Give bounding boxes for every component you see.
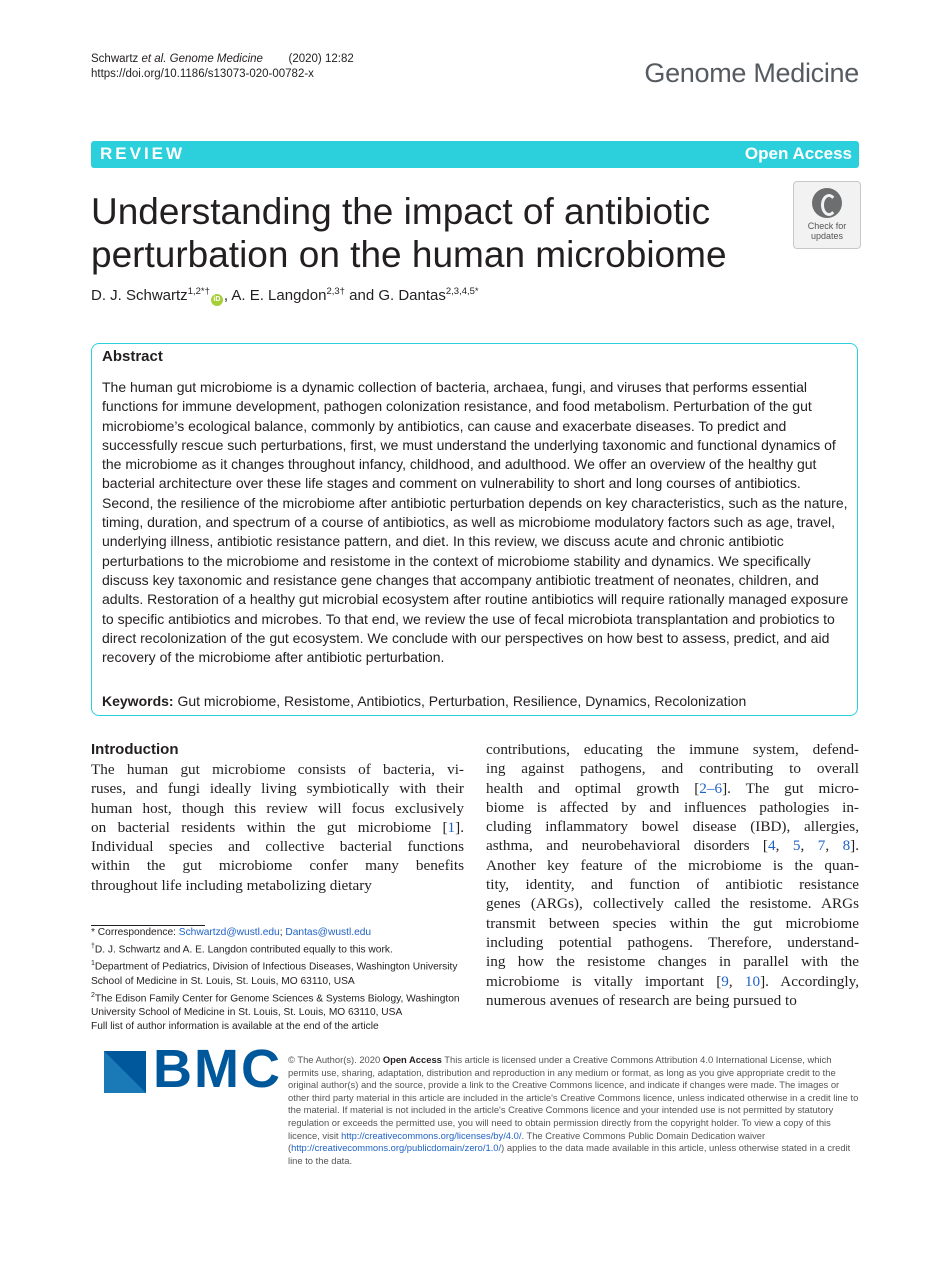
author-list [91,286,479,306]
text-line: The human gut microbiome consists of bacteria, vi- [91,761,464,778]
author-name: D. J. Schwartz [91,287,188,304]
text-line: numerous avenues of research are being pursued to [486,991,797,1009]
abstract-heading: Abstract [102,348,163,365]
footnote-affiliation-2: $^2$The Edison Family Center for Genome Sciences & Systems Biology, Washington University School of Medicine in St. Louis, St. Louis, MO 63110, USA [91,991,460,1019]
text-line: on bacterial residents within the gut microbiome [1]. [91,818,464,836]
bmc-logo-mark [104,1051,146,1093]
correspondence: * Correspondence: Schwartzd@wustl.edu; Dantas@wustl.edu [91,927,372,938]
journal-title: Genome Medicine [644,58,859,88]
text-line: asthma, and neurobehavioral disorders [4, 5, 7, 8]. [486,837,860,855]
text-line: Individual species and collective bacterial functions [91,838,464,856]
article-type-band [91,141,859,168]
waiver-link[interactable]: http://creativecommons.org/publicdomain/zero/1.0/ [291,1142,502,1154]
text-line: ruses, and fungi ideally living symbiotically with their [91,780,464,798]
text-line: Another key feature of the microbiome is the quan- [486,856,859,874]
right-column [486,740,859,1010]
keywords [102,693,746,709]
keywords-label: Keywords: [102,693,174,709]
text-line: within the gut microbiome confer many benefits [91,857,464,875]
citation-line [91,52,354,67]
check-for-updates-button[interactable] [793,181,861,249]
full-author-info-note: Full list of author information is available at the end of the article [91,1021,379,1033]
citation-journal: et al. Genome Medicine [141,53,263,65]
crossmark-icon [812,188,842,218]
author-name: , A. E. Langdon [223,287,327,304]
text-line: transmit between species within the gut microbiome [486,914,859,932]
bmc-logo-text: BMC [153,1039,282,1099]
abstract-text: The human gut microbiome is a dynamic collection of bacteria, archaea, fungi, and viruses that performs essential functions for immune development, pathogen colonization resistance, and food metabolism. Perturbation of the gut microbiome’s ecological balance, commonly by antibiotics, can cause and exacerbate diseases. To predict and successfully rescue such perturbations, first, we must understand the underlying taxonomic and functional dynamics of the microbiome as it changes throughout infancy, childhood, and adulthood. We offer an overview of the healthy gut bacterial architecture over these life stages and comment on vulnerability to short and long courses of antibiotics. Second, the resilience of the microbiome after antibiotic perturbation depends on key characteristics, such as the nature, timing, duration, and spectrum of a course of antibiotics, as well as microbiome modulatory factors such as age, travel, underlying illness, antibiotic resistance pattern, and diet. In this review, we discuss acute and chronic antibiotic perturbations to the microbiome and resistome in the context of microbiome stability and dynamics. We specifically discuss key taxonomic and resistance gene changes that accompany antibiotic treatment of neonates, children, and adults. Restoration of a healthy gut microbial ecosystem after routine antibiotics will require rationally managed exposure to specific antibiotics and microbes. To that end, we review the use of fecal microbiota transplantation and probiotics to direct recolonization of the gut ecosystem. We conclude with our perspectives on how best to assess, predict, and aid recovery of the microbiome after antibiotic perturbation. [102,379,849,666]
text-line: contributions, educating the immune system, defend- [486,741,859,758]
keywords-list: Gut microbiome, Resistome, Antibiotics, Perturbation, Resilience, Dynamics, Recolonization [173,693,747,709]
intro-text-left [91,760,464,895]
doi-link[interactable]: https://doi.org/10.1186/s13073-020-00782-x [91,68,314,80]
author-affiliation: 1,2*† [187,286,210,297]
email-link[interactable]: Schwartzd@wustl.edu [178,927,280,938]
author-affiliation: 2,3,4,5* [445,286,479,297]
article-title: Understanding the impact of antibiotic perturbation on the human microbiome [91,191,727,275]
section-heading: Introduction [91,741,179,758]
abstract-box [91,343,858,716]
text-line: ing how the resistome changes in parallel with the [486,953,859,971]
text-line: biome is affected by and influences pathologies in- [486,798,859,816]
left-column [91,740,464,895]
article-type-label: REVIEW [100,144,186,163]
text-line: throughout life including metabolizing dietary [91,876,372,894]
footnote-affiliation-1: $^1$Department of Pediatrics, Division of Infectious Diseases, Washington University School of Medicine in St. Louis, St. Louis, MO 63110, USA [91,960,458,987]
author-name: and G. Dantas [344,287,446,304]
orcid-icon[interactable]: iD [211,294,223,306]
text-line: tity, identity, and function of antibiotic resistance [486,876,859,894]
text-line: ing against pathogens, and contributing to overall [486,760,859,778]
bmc-logo-icon [104,1051,146,1093]
footnotes [91,926,464,1034]
citation-authors: Schwartz [91,53,142,65]
check-for-updates-label: Check for updates [807,221,847,241]
licence-link[interactable]: http://creativecommons.org/licenses/by/4.0/ [341,1129,522,1141]
running-header [91,52,354,82]
text-line: cluding inflammatory bowel disease (IBD), allergies, [486,818,859,836]
citation-year: (2020) 12:82 [288,53,354,65]
text-line: genes (ARGs), collectively called the resistome. ARGs [486,895,859,913]
intro-text-right [486,740,859,1010]
text-line: human host, though this review will focus exclusively [91,799,464,817]
text-line: including potential pathogens. Therefore, understand- [486,933,859,951]
text-line: microbiome is vitally important [9, 10]. Accordingly, [486,972,860,990]
licence-text: © The Author(s). 2020 Open Access This article is licensed under a Creative Commons Attribution 4.0 International License, which permits use, sharing, adaptation, distribution and reproduction in any medium or format, as long as you give appropriate credit to the original author(s) and the source, provide a link to the Creative Commons licence, and indicate if changes were made. The images or other third party material in this article are included in the article's Creative Commons licence, unless indicated otherwise in a credit line to the material. If material is not included in the article's Creative Commons licence and your intended use is not permitted by statutory regulation or exceeds the permitted use, you will need to obtain permission directly from the copyright holder. To view a copy of this licence, visit http://creativecommons.org/licenses/by/4.0/. The Creative Commons Public Domain Dedication waiver (http://creativecommons.org/publicdomain/zero/1.0/) applies to the data made available in this article, unless otherwise stated in a credit line to the data. [288,1054,859,1166]
text-line: health and optimal growth [2–6]. The gut micro- [486,779,859,797]
author-affiliation: 2,3† [326,286,345,297]
email-link[interactable]: Dantas@wustl.edu [285,927,372,938]
open-access-label: Open Access [744,144,852,163]
footnote-equal-contribution: †D. J. Schwartz and A. E. Langdon contributed equally to this work. [91,943,393,956]
